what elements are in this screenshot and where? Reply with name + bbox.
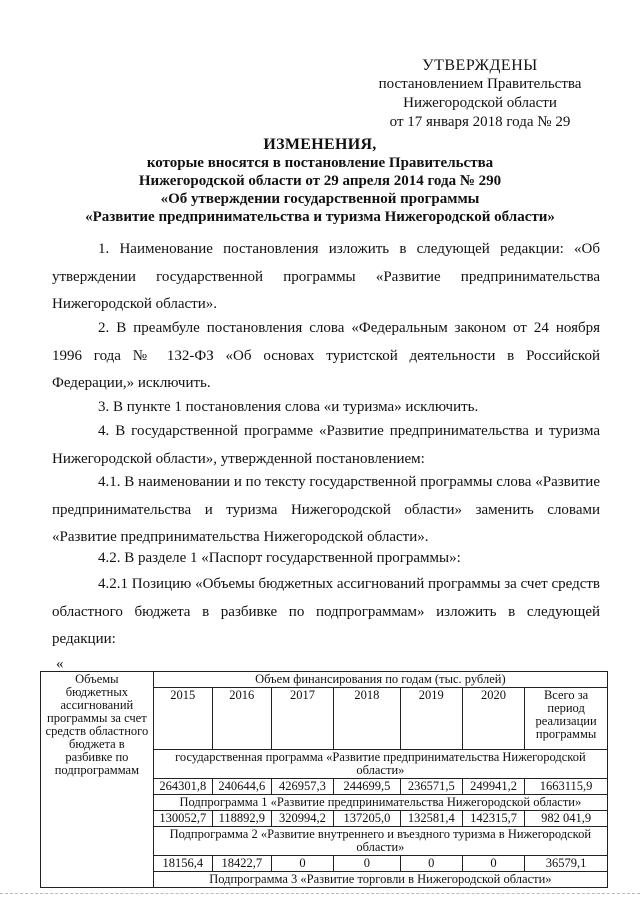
approval-heading: УТВЕРЖДЕНЫ: [422, 57, 538, 74]
paragraph-4-2-1: 4.2.1 Позицию «Объемы бюджетных ассигнований программы за счет средств областного бюджета в разбивке по подпрограммам» изложить в следующей редакции:: [52, 576, 600, 647]
year-header-cell: 2015: [153, 688, 212, 750]
value-cell: 249941,2: [462, 779, 524, 795]
financing-table: [40, 671, 608, 888]
section-label-cell: Подпрограмма 3 «Развитие торговли в Нижегородской области»: [153, 872, 607, 888]
document-title: [0, 136, 640, 226]
value-cell: 244699,5: [334, 779, 401, 795]
value-cell: 320994,2: [271, 811, 333, 827]
row-header-cell: Объемы бюджетных ассигнований программы за счет средств областного бюджета в разбивке по подпрограммам: [41, 672, 154, 888]
value-cell: 130052,7: [153, 811, 212, 827]
value-cell: 118892,9: [212, 811, 271, 827]
title-line: «Развитие предпринимательства и туризма Нижегородской области»: [85, 209, 555, 225]
year-header-cell: 2018: [334, 688, 401, 750]
year-header-cell: 2019: [400, 688, 462, 750]
value-cell: 18156,4: [153, 856, 212, 872]
value-cell: 0: [334, 856, 401, 872]
approval-line: от 17 января 2018 года № 29: [389, 114, 571, 130]
paragraph-2: 2. В преамбуле постановления слова «Федеральным законом от 24 ноября 1996 года № 132-ФЗ «Об основах туристской деятельности в Российской Федерации,» исключить.: [52, 320, 600, 391]
title-line: Нижегородской области от 29 апреля 2014 года № 290: [138, 173, 502, 189]
total-value-cell: 1663115,9: [525, 779, 608, 795]
paragraph-3: 3. В пункте 1 постановления слова «и туризма» исключить.: [98, 399, 479, 415]
section-label-cell: Подпрограмма 1 «Развитие предпринимательства Нижегородской области»: [153, 795, 607, 811]
paragraph-4-1: 4.1. В наименовании и по тексту государственной программы слова «Развитие предпринимательства и туризма Нижегородской области» заменить словами «Развитие предпринимательства Нижегородской области».: [52, 474, 600, 545]
value-cell: 132581,4: [400, 811, 462, 827]
paragraph-4: 4. В государственной программе «Развитие предпринимательства и туризма Нижегородской области», утвержденной постановлением:: [52, 423, 600, 467]
paragraph-4-2: 4.2. В разделе 1 «Паспорт государственной программы»:: [98, 550, 461, 566]
page-cut-edge: [0, 893, 640, 906]
total-value-cell: 982 041,9: [525, 811, 608, 827]
total-value-cell: 36579,1: [525, 856, 608, 872]
value-cell: 426957,3: [271, 779, 333, 795]
title-line: «Об утверждении государственной программы: [160, 191, 480, 207]
opening-quote: «: [56, 656, 64, 672]
year-header-cell: 2020: [462, 688, 524, 750]
value-cell: 18422,7: [212, 856, 271, 872]
value-cell: 0: [400, 856, 462, 872]
value-cell: 0: [271, 856, 333, 872]
value-cell: 142315,7: [462, 811, 524, 827]
approval-line: Нижегородской области: [403, 95, 557, 111]
value-cell: 240644,6: [212, 779, 271, 795]
value-cell: 236571,5: [400, 779, 462, 795]
year-header-cell: 2016: [212, 688, 271, 750]
title-line: которые вносятся в постановление Правительства: [146, 155, 494, 171]
paragraph-1: 1. Наименование постановления изложить в следующей редакции: «Об утверждении государственной программы «Развитие предпринимательства Нижегородской области».: [52, 241, 600, 312]
value-cell: 264301,8: [153, 779, 212, 795]
title-main: ИЗМЕНЕНИЯ,: [263, 136, 377, 153]
value-cell: 0: [462, 856, 524, 872]
value-cell: 137205,0: [334, 811, 401, 827]
group-header-cell: Объем финансирования по годам (тыс. рублей): [153, 672, 607, 688]
total-header-cell: Всего за период реализации программы: [525, 688, 608, 750]
year-header-cell: 2017: [271, 688, 333, 750]
approval-block: [360, 56, 600, 132]
approval-line: постановлением Правительства: [378, 76, 582, 92]
section-label-cell: Подпрограмма 2 «Развитие внутреннего и въездного туризма в Нижегородской области»: [153, 827, 607, 856]
section-label-cell: государственная программа «Развитие предпринимательства Нижегородской области»: [153, 750, 607, 779]
